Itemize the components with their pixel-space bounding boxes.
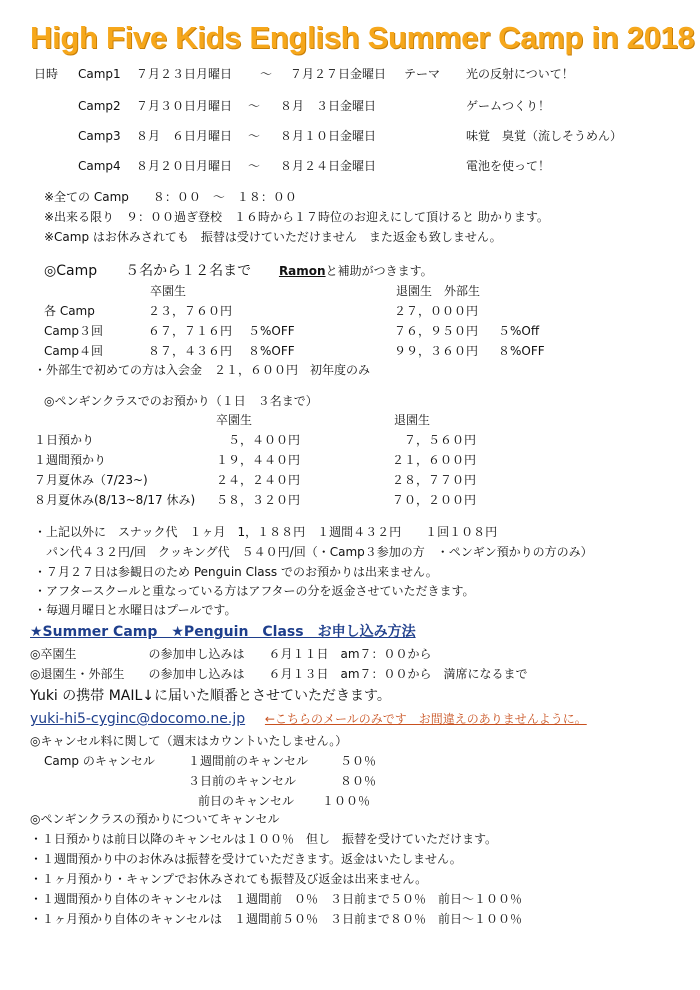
apply-heading: ★Summer Camp ★Penguin Class お申し込み方法	[30, 624, 416, 640]
extra-line: ・７月２７日は参観日のため Penguin Class でのお預かりは出来ません。	[34, 565, 438, 579]
page-title: High Five Kids English Summer Camp in 2018	[30, 20, 695, 55]
penguin-cancel-heading: ◎ペンギンクラスの預かりについてキャンセル	[30, 812, 280, 826]
camp-sep: ～	[248, 159, 261, 173]
fee-ext-off: ５%Off	[498, 324, 540, 338]
extra-line: ・上記以外に スナック代 １ヶ月 1，１８８円 １週間４３２円 １回１０８円	[34, 525, 498, 539]
camp-theme: 味覚 臭覚（流しそうめん）	[466, 129, 623, 143]
penguin-cancel-line: ・１ヶ月預かり・キャンプでお休みされても振替及び返金は出来ません。	[30, 872, 428, 886]
email-note: ←こちらのメールのみです お間違えのありませんように。	[264, 712, 587, 726]
camp-fee-heading-text: ◎Camp ５名から１２名まで	[44, 263, 252, 279]
penguin-ext: ７，５６０円	[404, 433, 477, 447]
apply-line-mail: Yuki の携帯 MAIL↓に届いた順番とさせていただきます。	[30, 688, 391, 704]
penguin-grad: ５８，３２０円	[216, 493, 301, 507]
penguin-ext: ２１，６００円	[392, 453, 477, 467]
camp-end: ８月２４日金曜日	[280, 159, 377, 173]
fee-grad: ８７，４３６円	[148, 344, 233, 358]
apply-email-row	[30, 712, 587, 726]
camp-fee-heading-tail: と補助がつきます。	[325, 264, 433, 278]
camp-fee-col-grad: 卒園生	[150, 284, 187, 298]
fee-ext: ２７，０００円	[394, 304, 479, 318]
camp-name: Camp4	[78, 159, 121, 173]
cancel-camp-label: Camp のキャンセル	[44, 754, 155, 768]
fee-ext-off: ８%OFF	[498, 344, 545, 358]
cancel-when: １週間前のキャンセル	[188, 754, 309, 768]
camp-sep: ～	[260, 67, 273, 81]
penguin-cancel-line: ・１週間預かり中のお休みは振替を受けていただきます。返金はいたしません。	[30, 852, 462, 866]
camp-name: Camp3	[78, 129, 121, 143]
ramon-name: Ramon	[278, 264, 326, 278]
contact-email-link[interactable]: yuki-hi5-cyginc@docomo.ne.jp	[30, 711, 246, 727]
camp-end: ８月１０日金曜日	[280, 129, 377, 143]
camp-theme: 光の反射について！	[466, 67, 574, 81]
camp-end: ７月２７日金曜日	[290, 67, 387, 81]
fee-ext: ７６，９５０円	[394, 324, 479, 338]
fee-grad: ６７，７１６円	[148, 324, 233, 338]
camp-start: ７月３０日月曜日	[136, 99, 233, 113]
cancel-pct: ５０％	[340, 754, 377, 768]
note-line: ※出来る限り ９：００過ぎ登校 １６時から１７時位のお迎えにして頂けると 助かります。	[44, 210, 549, 224]
fee-label: Camp３回	[44, 324, 104, 338]
penguin-label: １週間預かり	[34, 453, 107, 467]
camp-fee-heading	[44, 264, 433, 278]
fee-grad-off: ５%OFF	[248, 324, 295, 338]
penguin-ext: ７０，２００円	[392, 493, 477, 507]
penguin-cancel-line: ・１ヶ月預かり自体のキャンセルは １週間前５０％ ３日前まで８０％ 前日～１００％	[30, 912, 523, 926]
note-line: ※全ての Camp ８：００ ～ １８：００	[44, 190, 297, 204]
fee-grad-off: ８%OFF	[248, 344, 295, 358]
camp-theme: 電池を使って！	[466, 159, 551, 173]
cancel-when: ３日前のキャンセル	[188, 774, 297, 788]
fee-label: Camp４回	[44, 344, 104, 358]
extra-line: ・毎週月曜日と水曜日はプールです。	[34, 603, 237, 617]
penguin-heading: ◎ペンギンクラスでのお預かり（１日 ３名まで）	[44, 394, 318, 408]
penguin-grad: ５，４００円	[228, 433, 301, 447]
penguin-ext: ２８，７７０円	[392, 473, 477, 487]
apply-line-ext: ◎退園生・外部生 の参加申し込みは ６月１３日 am７：００から 満席になるまで	[30, 667, 528, 681]
date-label: 日時	[34, 67, 59, 81]
camp-fee-col-ext: 退園生 外部生	[396, 284, 481, 298]
cancel-pct: １００％	[322, 794, 371, 808]
penguin-cancel-line: ・１日預かりは前日以降のキャンセルは１００％ 但し 振替を受けていただけます。	[30, 832, 498, 846]
fee-label: 各 Camp	[44, 304, 95, 318]
penguin-grad: ２４，２４０円	[216, 473, 301, 487]
penguin-cancel-line: ・１週間預かり自体のキャンセルは １週間前 ０％ ３日前まで５０％ 前日～１００％	[30, 892, 523, 906]
camp-sep: ～	[248, 129, 261, 143]
camp-start: ８月２０日月曜日	[136, 159, 233, 173]
fee-ext: ９９，３６０円	[394, 344, 479, 358]
camp-end: ８月 ３日金曜日	[280, 99, 377, 113]
extra-line: ・アフタースクールと重なっている方はアフターの分を返金させていただきます。	[34, 584, 475, 598]
cancel-pct: ８０％	[340, 774, 377, 788]
penguin-col-grad: 卒園生	[216, 413, 253, 427]
theme-label: テーマ	[404, 67, 441, 81]
cancel-heading: ◎キャンセル料に関して（週末はカウントいたしません。）	[30, 734, 348, 748]
penguin-col-ext: 退園生	[394, 413, 431, 427]
camp-name: Camp2	[78, 99, 121, 113]
penguin-grad: １９，４４０円	[216, 453, 301, 467]
camp-start: ７月２３日月曜日	[136, 67, 233, 81]
penguin-label: ８月夏休み(8/13~8/17 休み)	[34, 493, 196, 507]
apply-line-grad: ◎卒園生 の参加申し込みは ６月１１日 am７：００から	[30, 647, 432, 661]
camp-start: ８月 ６日月曜日	[136, 129, 233, 143]
note-line: ※Camp はお休みされても 振替は受けていただけません また返金も致しません。	[44, 230, 502, 244]
camp-theme: ゲームつくり！	[466, 99, 551, 113]
entry-fee-note: ・外部生で初めての方は入会金 ２１，６００円 初年度のみ	[34, 363, 371, 377]
camp-name: Camp1	[78, 67, 121, 81]
extra-line: パン代４３２円/回 クッキング代 ５４０円/回（・Camp３参加の方 ・ペンギン預かりの方のみ）	[34, 545, 593, 559]
fee-grad: ２３，７６０円	[148, 304, 233, 318]
penguin-label: １日預かり	[34, 433, 95, 447]
penguin-label: ７月夏休み（7/23~)	[34, 473, 148, 487]
camp-sep: ～	[248, 99, 261, 113]
cancel-when: 前日のキャンセル	[198, 794, 295, 808]
